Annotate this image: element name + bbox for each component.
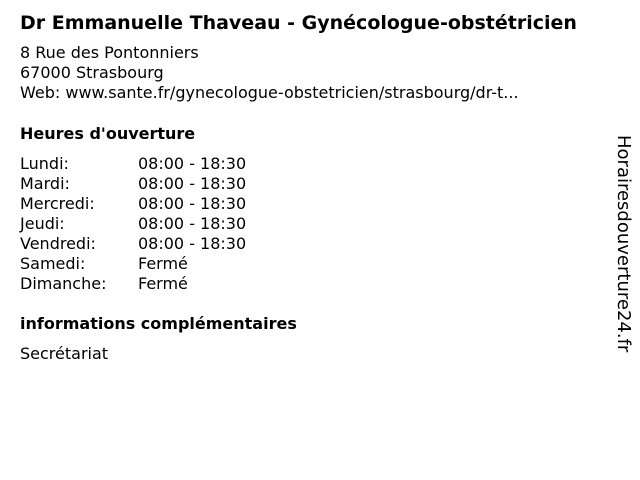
hours-row-wednesday xyxy=(20,194,246,214)
hours-row-friday xyxy=(20,234,246,254)
hours-value: Fermé xyxy=(138,254,188,273)
opening-hours-table xyxy=(20,154,246,294)
hours-row-monday xyxy=(20,154,246,174)
website-link[interactable]: Web: www.sante.fr/gynecologue-obstetricien/strasbourg/dr-t... xyxy=(20,83,519,102)
hours-row-thursday xyxy=(20,214,246,234)
page-title: Dr Emmanuelle Thaveau - Gynécologue-obstétricien xyxy=(20,12,577,34)
hours-value: Fermé xyxy=(138,274,188,293)
opening-hours-heading: Heures d'ouverture xyxy=(20,124,196,143)
address-block xyxy=(20,43,519,103)
additional-info-heading: informations complémentaires xyxy=(20,314,297,333)
hours-row-saturday xyxy=(20,254,246,274)
day-label: Lundi: xyxy=(20,154,69,173)
day-label: Jeudi: xyxy=(20,214,65,233)
day-label: Vendredi: xyxy=(20,234,96,253)
day-label: Dimanche: xyxy=(20,274,107,293)
hours-value: 08:00 - 18:30 xyxy=(138,174,247,193)
site-watermark: Horairesdouverture24.fr xyxy=(613,135,634,353)
hours-row-sunday xyxy=(20,274,246,294)
street-address: 8 Rue des Pontonniers xyxy=(20,43,199,62)
day-label: Mercredi: xyxy=(20,194,95,213)
day-label: Mardi: xyxy=(20,174,70,193)
city-postal-code: 67000 Strasbourg xyxy=(20,63,164,82)
day-label: Samedi: xyxy=(20,254,86,273)
hours-value: 08:00 - 18:30 xyxy=(138,234,247,253)
hours-value: 08:00 - 18:30 xyxy=(138,154,247,173)
hours-value: 08:00 - 18:30 xyxy=(138,214,247,233)
hours-value: 08:00 - 18:30 xyxy=(138,194,247,213)
hours-row-tuesday xyxy=(20,174,246,194)
additional-info-text: Secrétariat xyxy=(20,344,109,363)
